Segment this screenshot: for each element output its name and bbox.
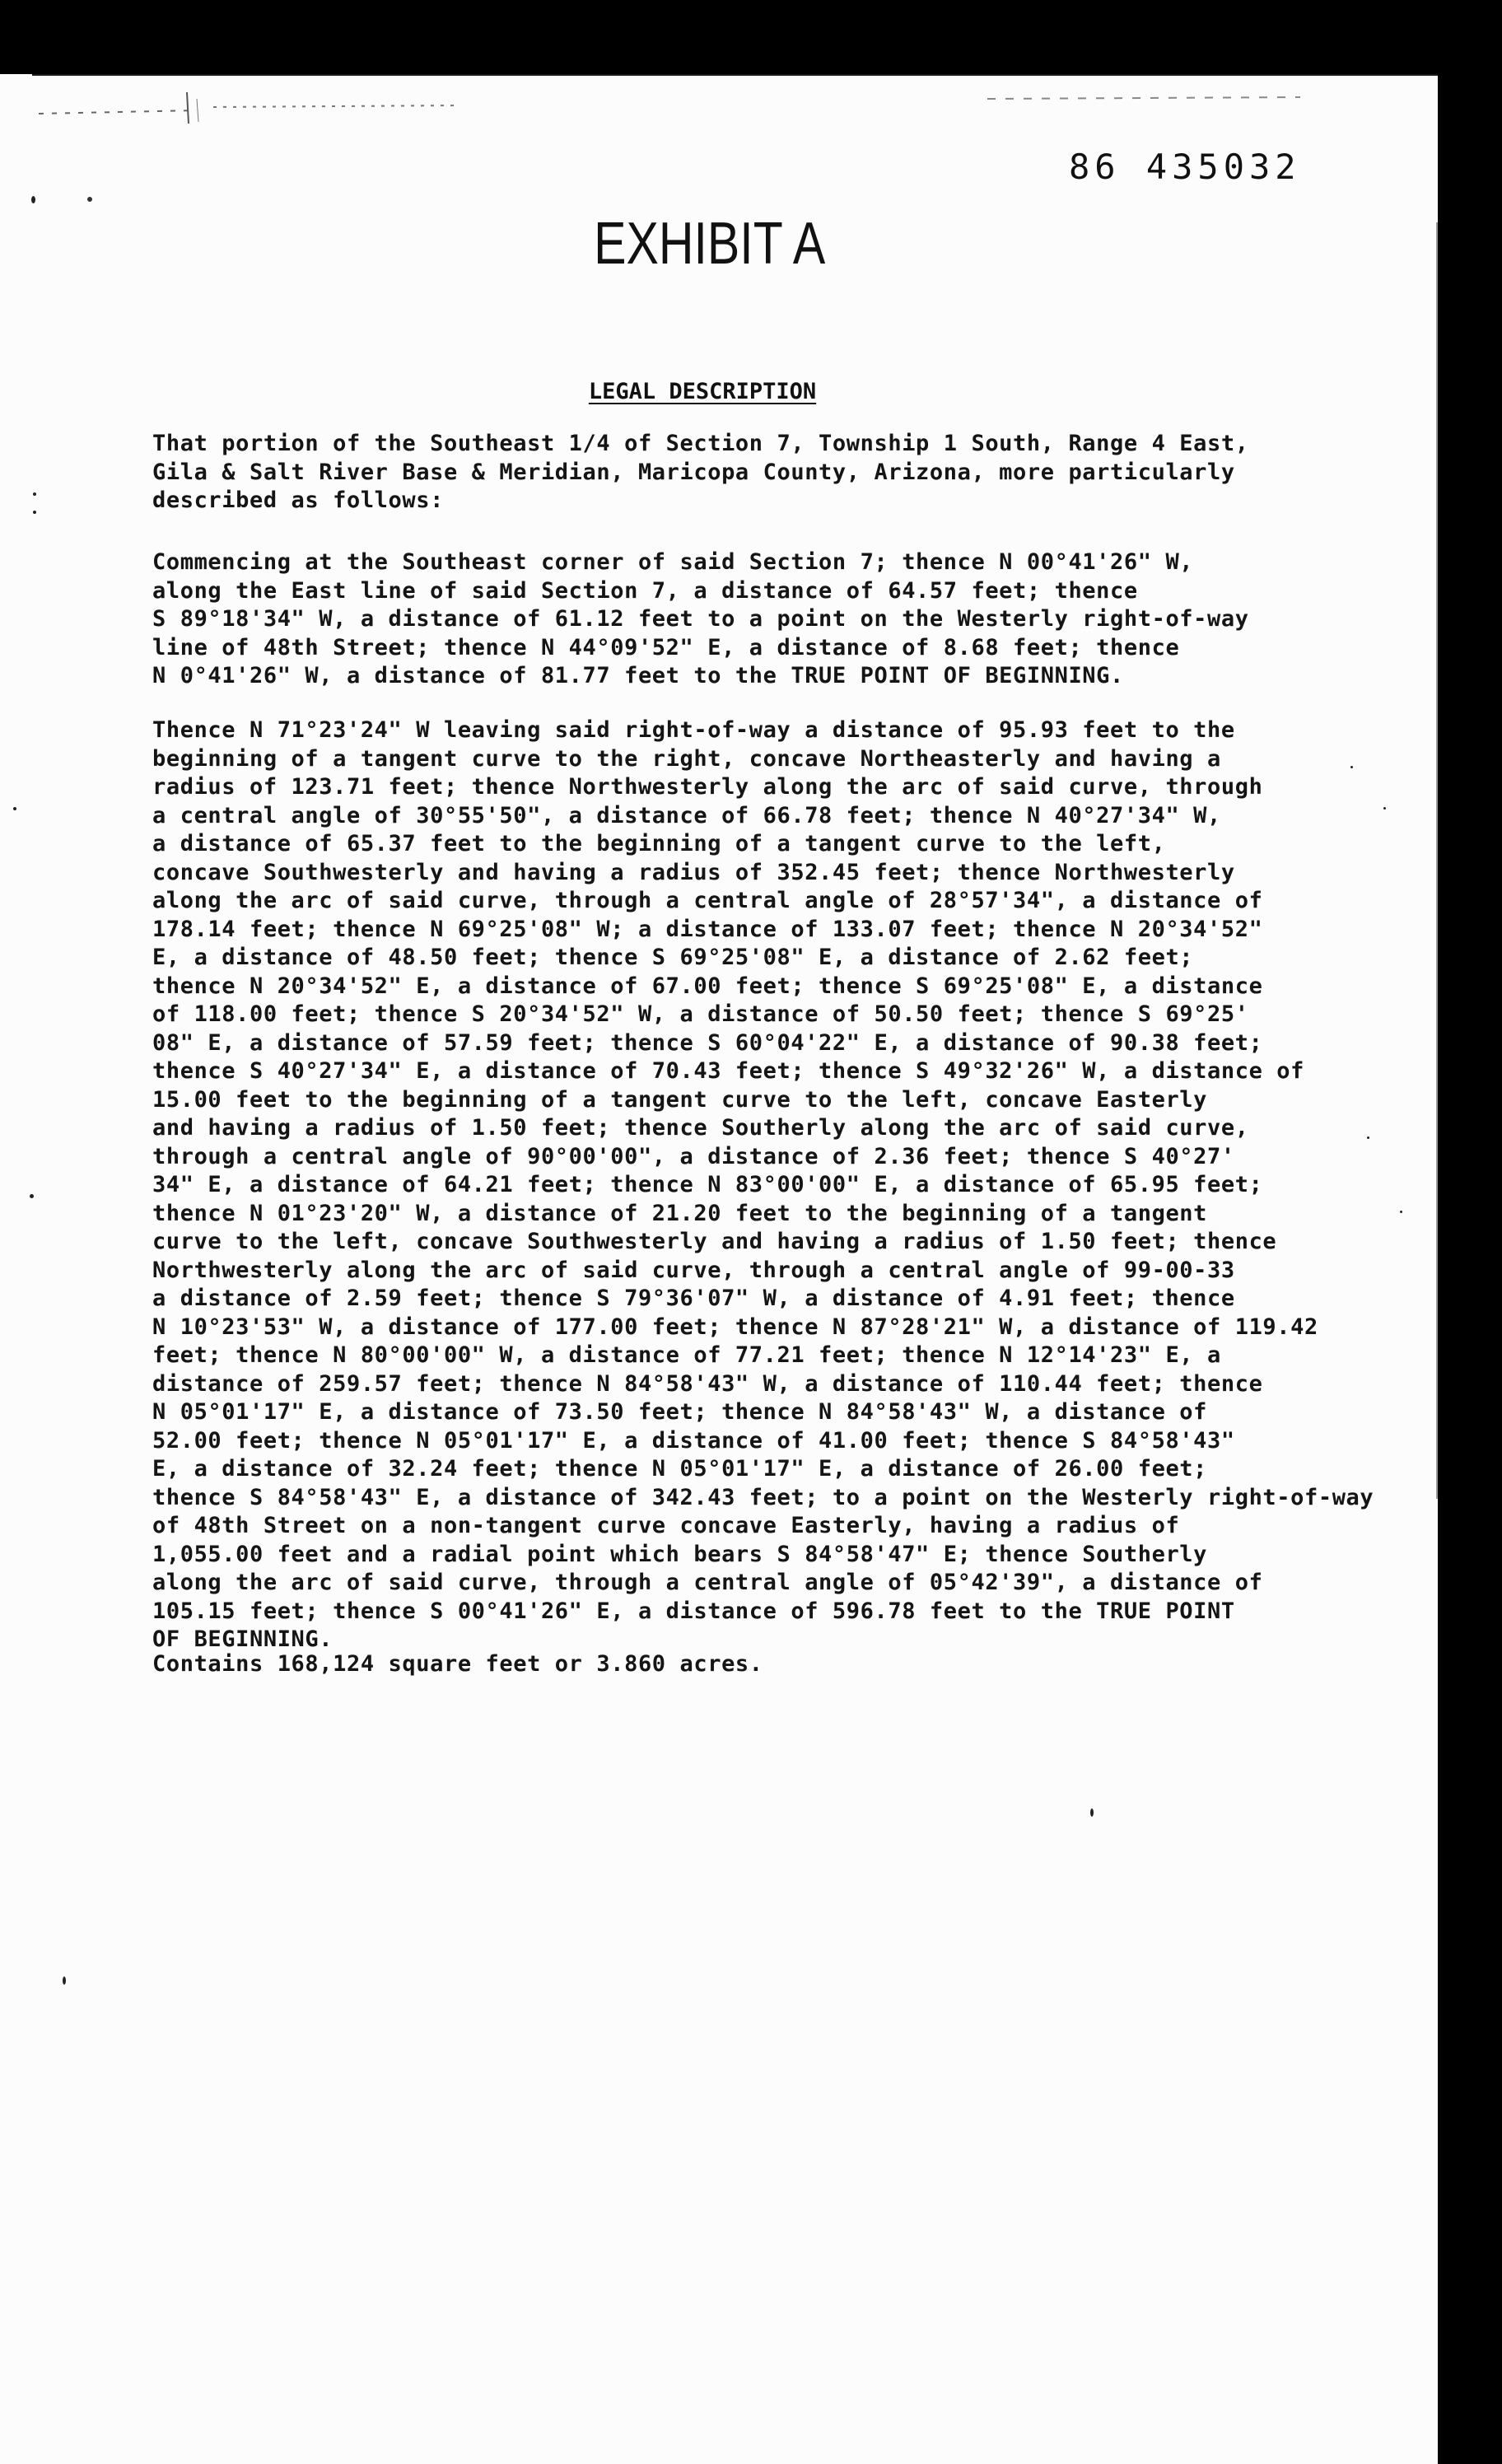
paragraph-intro: That portion of the Southeast 1/4 of Section 7, Township 1 South, Range 4 East, Gila & Salt River Base & Meridian, Maricopa County, Arizona, more particularly described as follows:	[152, 431, 1249, 513]
scan-speck	[1383, 807, 1386, 810]
paragraph-commencing: Commencing at the Southeast corner of said Section 7; thence N 00°41'26" W, along the East line of said Section 7, a distance of 64.57 feet; thence S 89°18'34" W, a distance of 61.12 feet to a point on the Westerly right-of-way line of 48th Street; thence N 44°09'52" E, a distance of 8.68 feet; thence N 0°41'26" W, a distance of 81.77 feet to the TRUE POINT OF BEGINNING.	[152, 549, 1249, 688]
paragraph-thence: Thence N 71°23'24" W leaving said right-of-way a distance of 95.93 feet to the beginning of a tangent curve to the right, concave Northeasterly and having a radius of 123.71 feet; thence Northwesterly along the arc of said curve, through a central angle of 30°55'50", a distance of 66.78 feet; thence N 40°27'34" W, a distance of 65.37 feet to the beginning of a tangent curve to the left, concave Southwesterly and having a radius of 352.45 feet; thence Northwesterly along the arc of said curve, through a central angle of 28°57'34", a distance of 178.14 feet; thence N 69°25'08" W; a distance of 133.07 feet; thence N 20°34'52" E, a distance of 48.50 feet; thence S 69°25'08" E, a distance of 2.62 feet; thence N 20°34'52" E, a distance of 67.00 feet; thence S 69°25'08" E, a distance of 118.00 feet; thence S 20°34'52" W, a distance of 50.50 feet; thence S 69°25' 08" E, a distance of 57.59 feet; thence S 60°04'22" E, a distance of 90.38 feet; thence S 40°27'34" E, a distance of 70.43 feet; thence S 49°32'26" W, a distance of 15.00 feet to the beginning of a tangent curve to the left, concave Easterly and having a radius of 1.50 feet; thence Southerly along the arc of said curve, through a central angle of 90°00'00", a distance of 2.36 feet; thence S 40°27' 34" E, a distance of 64.21 feet; thence N 83°00'00" E, a distance of 65.95 feet; thence N 01°23'20" W, a distance of 21.20 feet to the beginning of a tangent curve to the left, concave Southwesterly and having a radius of 1.50 feet; thence Northwesterly along the arc of said curve, through a central angle of 99-00-33 a distance of 2.59 feet; thence S 79°36'07" W, a distance of 4.91 feet; thence N 10°23'53" W, a distance of 177.00 feet; thence N 87°28'21" W, a distance of 119.42 feet; thence N 80°00'00" W, a distance of 77.21 feet; thence N 12°14'23" E, a distance of 259.57 feet; thence N 84°58'43" W, a distance of 110.44 feet; thence N 05°01'17" E, a distance of 73.50 feet; thence N 84°58'43" W, a distance of 52.00 feet; thence N 05°01'17" E, a distance of 41.00 feet; thence S 84°58'43" E, a distance of 32.24 feet; thence N 05°01'17" E, a distance of 26.00 feet; thence S 84°58'43" E, a distance of 342.43 feet; to a point on the Westerly right-of-way of 48th Street on a non-tangent curve concave Easterly, having a radius of 1,055.00 feet and a radial point which bears S 84°58'47" E; thence Southerly along the arc of said curve, through a central angle of 05°42'39", a distance of 105.15 feet; thence S 00°41'26" E, a distance of 596.78 feet to the TRUE POINT OF BEGINNING.	[152, 717, 1374, 1652]
scan-speck	[1090, 1808, 1094, 1817]
scan-speck	[30, 1194, 34, 1198]
document-number: 86 435032	[1069, 147, 1301, 187]
exhibit-title: EXHIBIT A	[594, 211, 826, 277]
scan-speck	[63, 1976, 66, 1985]
scan-speck	[13, 807, 16, 810]
document-page	[0, 74, 1438, 2464]
scan-speck	[31, 196, 35, 203]
paragraph-area: Contains 168,124 square feet or 3.860 acres.	[152, 1651, 763, 1677]
scan-edge	[1436, 222, 1438, 1499]
scan-speck	[1367, 1136, 1369, 1139]
scan-speck	[1400, 1211, 1402, 1213]
scan-speck	[33, 492, 36, 496]
legal-description-heading: LEGAL DESCRIPTION	[588, 379, 817, 404]
scan-speck	[1350, 766, 1353, 768]
scan-speck	[33, 511, 36, 514]
